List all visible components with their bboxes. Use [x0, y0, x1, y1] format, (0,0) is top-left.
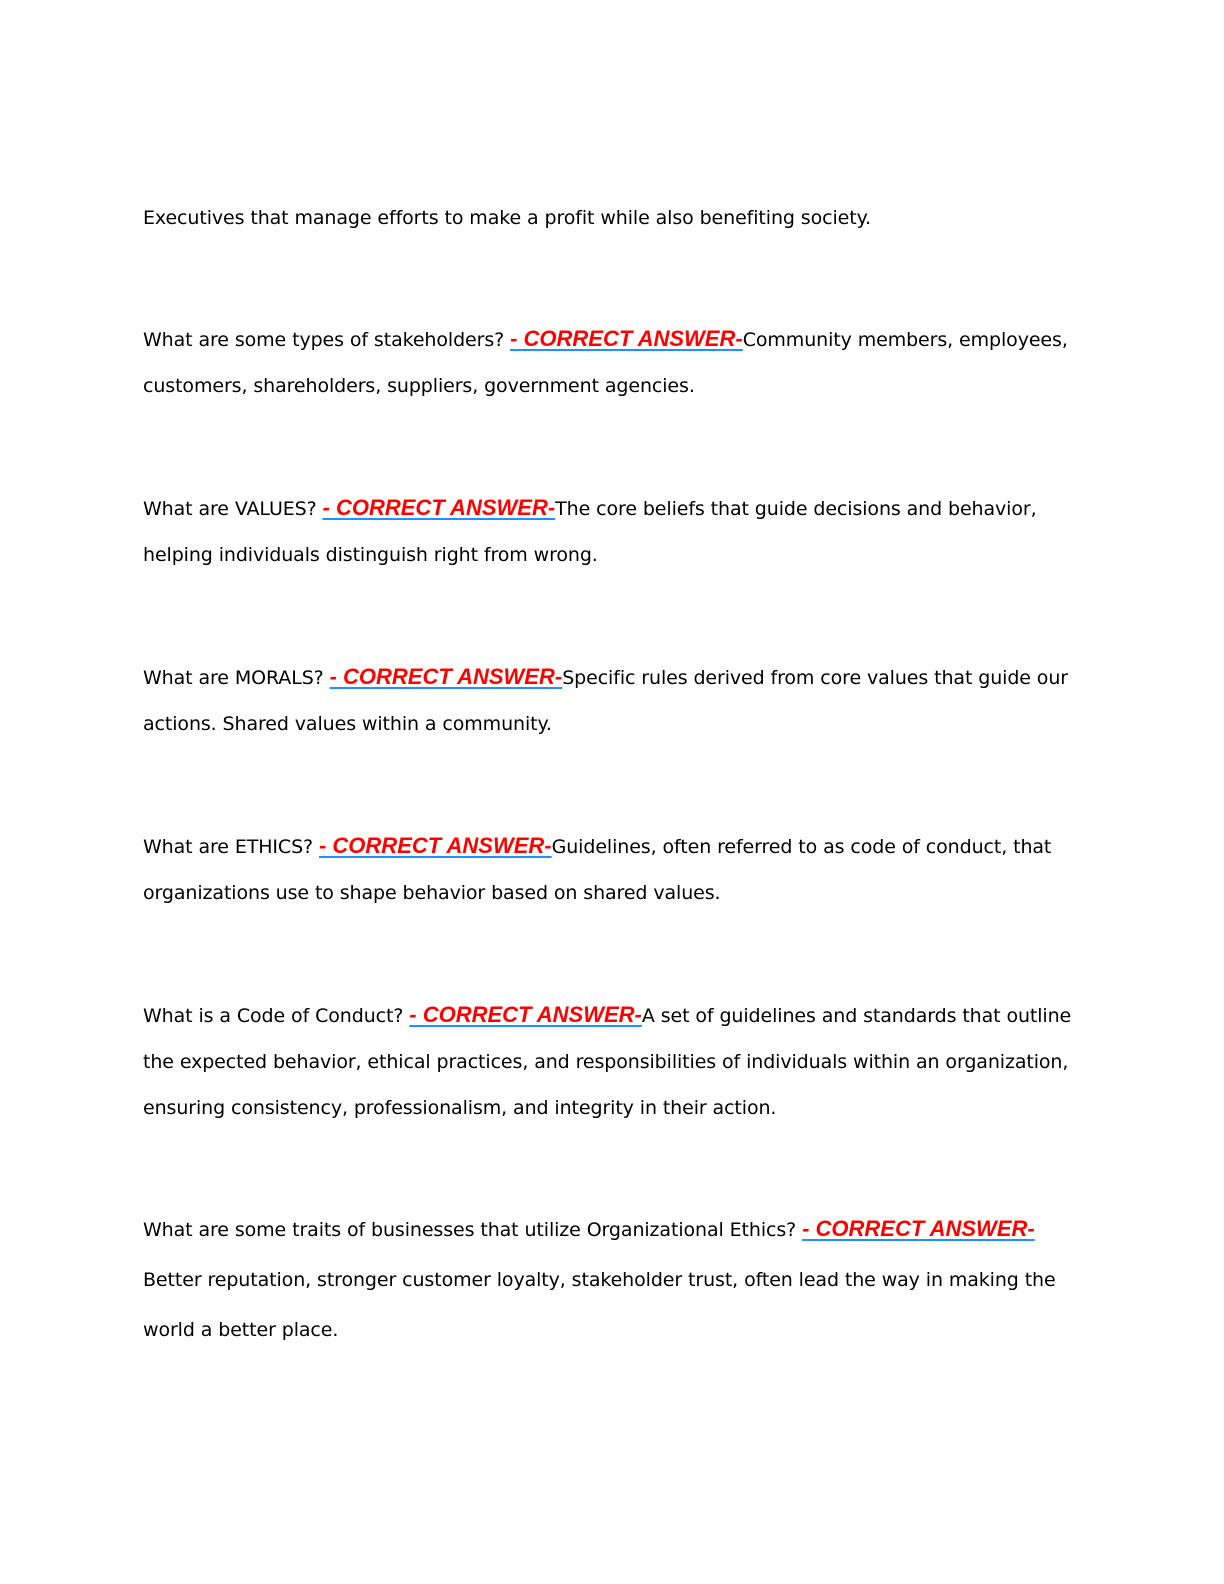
answer-text: Community members, employees, customers, shareholders, suppliers, government agencies.	[143, 329, 1068, 397]
qa-item	[143, 316, 1078, 409]
qa-item	[143, 654, 1078, 747]
correct-answer-marker: - CORRECT ANSWER-	[329, 664, 563, 689]
intro-text: Executives that manage efforts to make a profit while also benefiting society.	[143, 207, 871, 229]
answer-text: A set of guidelines and standards that outline the expected behavior, ethical practices, and responsibilities of individuals within an organization, ensuring consistency, professionalism, and integrity in their action.	[143, 1005, 1072, 1119]
correct-answer-marker: - CORRECT ANSWER-	[322, 495, 556, 520]
question-text: What are some types of stakeholders?	[143, 329, 511, 351]
answer-text: Specific rules derived from core values that guide our actions. Shared values within a community.	[143, 667, 1068, 735]
correct-answer-marker: - CORRECT ANSWER-	[409, 1002, 642, 1027]
question-text: What are some traits of businesses that utilize Organizational Ethics?	[143, 1219, 803, 1241]
qa-item	[143, 485, 1078, 578]
question-text: What are MORALS?	[143, 667, 330, 689]
qa-item	[143, 992, 1078, 1131]
question-text: What are VALUES?	[143, 498, 323, 520]
question-text: What is a Code of Conduct?	[143, 1005, 410, 1027]
question-text: What are ETHICS?	[143, 836, 319, 858]
correct-answer-marker: - CORRECT ANSWER-	[802, 1216, 1035, 1241]
answer-text: Better reputation, stronger customer loyalty, stakeholder trust, often lead the way in making the world a better place.	[143, 1269, 1056, 1341]
correct-answer-marker: - CORRECT ANSWER-	[318, 833, 552, 858]
correct-answer-marker: - CORRECT ANSWER-	[510, 326, 743, 351]
intro-paragraph	[143, 195, 1078, 241]
answer-text: Guidelines, often referred to as code of conduct, that organizations use to shape behavior based on shared values.	[143, 836, 1052, 904]
qa-item	[143, 1204, 1078, 1355]
qa-item	[143, 823, 1078, 916]
answer-text: The core beliefs that guide decisions and behavior, helping individuals distinguish right from wrong.	[143, 498, 1037, 566]
